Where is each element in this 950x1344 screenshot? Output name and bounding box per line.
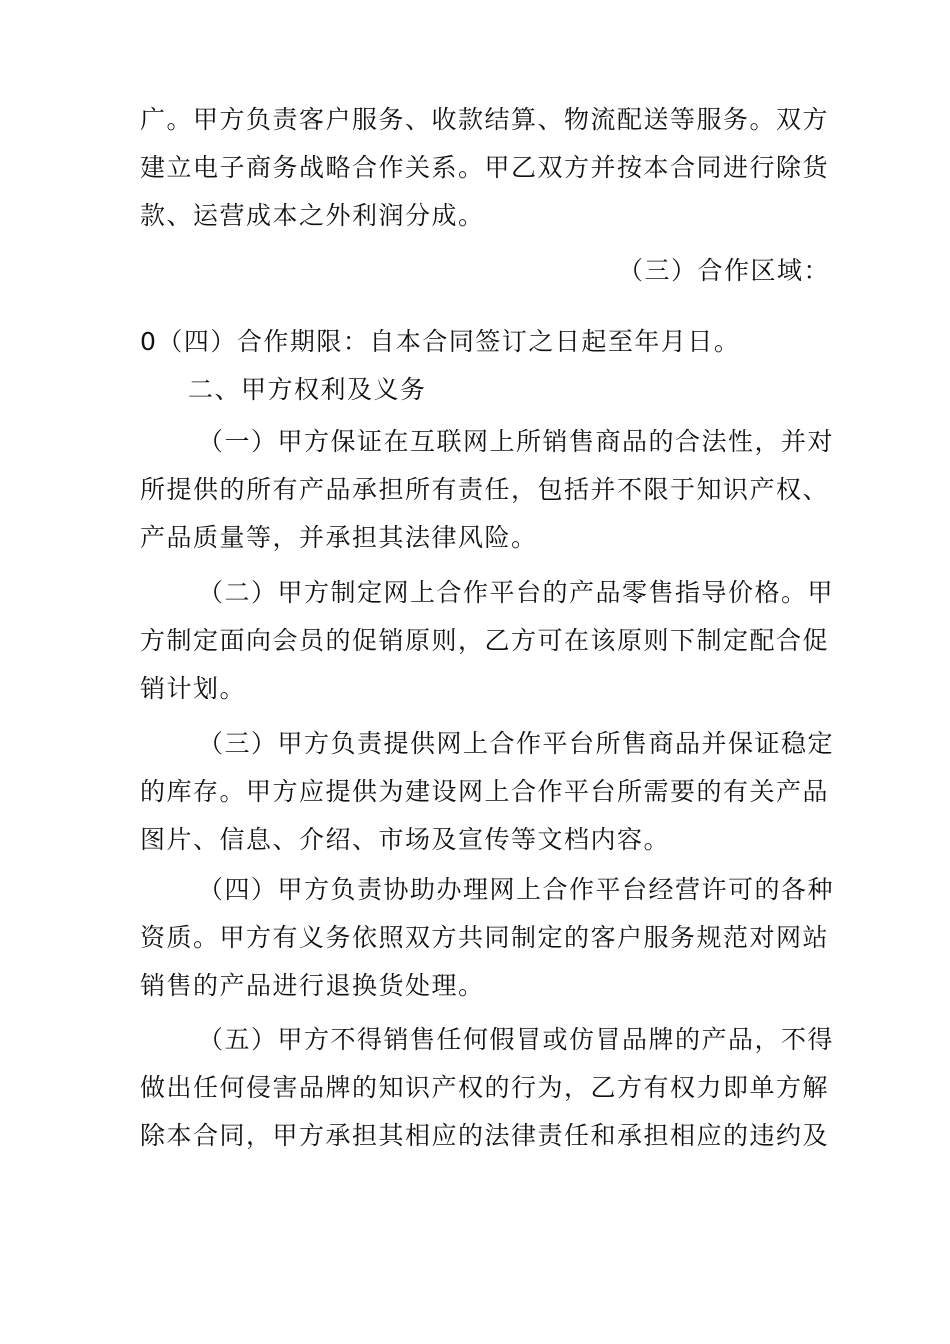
- text-line: 销计划。: [140, 674, 247, 703]
- text-line: 产品质量等，并承担其法律风险。: [140, 523, 538, 552]
- text-line: 资质。甲方有义务依照双方共同制定的客户服务规范对网站: [140, 923, 830, 952]
- text-line: 方制定面向会员的促销原则，乙方可在该原则下制定配合促: [140, 626, 830, 655]
- text-line: （四）甲方负责协助办理网上合作平台经营许可的各种: [198, 875, 835, 904]
- text-line: （二）甲方制定网上合作平台的产品零售指导价格。甲: [198, 578, 835, 607]
- paragraph-intro: [140, 96, 830, 240]
- text-line: （三）合作区域：: [617, 256, 830, 285]
- clause-4: [140, 866, 835, 1010]
- text-line: 除本合同，甲方承担其相应的法律责任和承担相应的违约及: [140, 1121, 830, 1150]
- text-line: 款、运营成本之外利润分成。: [140, 201, 485, 230]
- clause-5: [140, 1016, 835, 1160]
- clause-3: [140, 720, 835, 864]
- text-line: （三）甲方负责提供网上合作平台所售商品并保证稳定: [198, 729, 835, 758]
- text-line: 的库存。甲方应提供为建设网上合作平台所需要的有关产品: [140, 777, 830, 806]
- heading-cooperation-region: [140, 247, 848, 295]
- text-line: （五）甲方不得销售任何假冒或仿冒品牌的产品，不得: [198, 1025, 835, 1054]
- clause-1: [140, 418, 835, 562]
- text-line: 所提供的所有产品承担所有责任，包括并不限于知识产权、: [140, 475, 830, 504]
- text-line: 广。甲方负责客户服务、收款结算、物流配送等服务。双方: [140, 105, 830, 134]
- text-line: （一）甲方保证在互联网上所销售商品的合法性，并对: [198, 427, 835, 456]
- text-line: 二、甲方权利及义务: [188, 375, 427, 404]
- clause-2: [140, 569, 835, 713]
- text-line: 建立电子商务战略合作关系。甲乙双方并按本合同进行除货: [140, 153, 830, 182]
- section-title: [140, 366, 878, 414]
- heading-cooperation-term: [140, 318, 830, 366]
- text-line: 做出任何侵害品牌的知识产权的行为，乙方有权力即单方解: [140, 1073, 830, 1102]
- text-line: 销售的产品进行退换货处理。: [140, 971, 485, 1000]
- text-line: 图片、信息、介绍、市场及宣传等文档内容。: [140, 825, 671, 854]
- text-line: 0（四）合作期限：自本合同签订之日起至年月日。: [140, 327, 741, 356]
